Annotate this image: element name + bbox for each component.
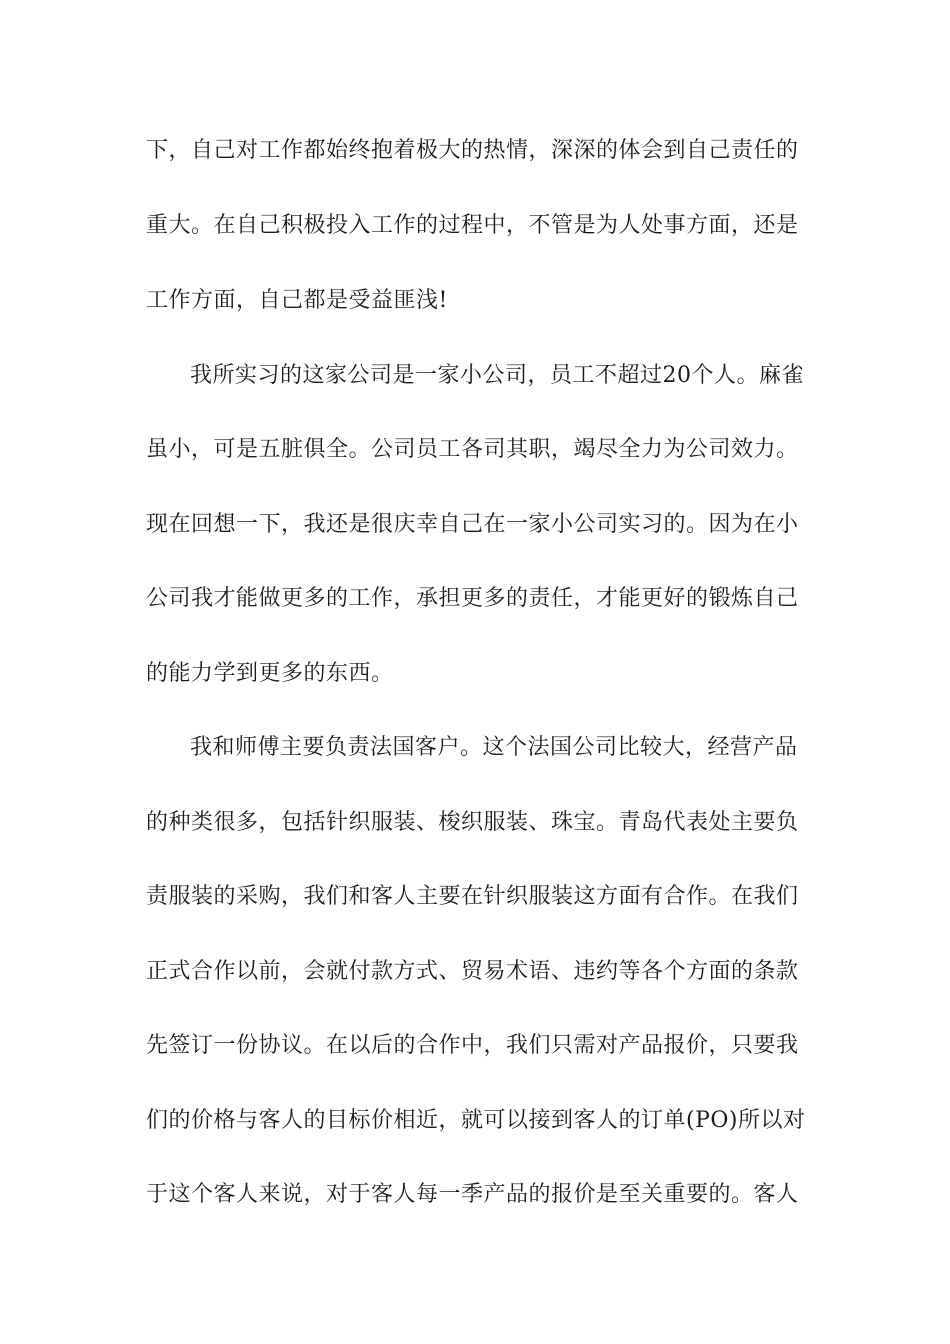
text-line: 虽小，可是五脏俱全。公司员工各司其职，竭尽全力为公司效力。 [146,437,799,462]
text-line: 工作方面，自己都是受益匪浅! [146,288,448,313]
text-line: 先签订一份协议。在以后的合作中，我们只需对产品报价，只要我 [146,1033,799,1058]
text-line: 重大。在自己积极投入工作的过程中，不管是为人处事方面，还是 [146,213,799,238]
text-line: 正式合作以前，会就付款方式、贸易术语、违约等各个方面的条款 [146,959,799,984]
text-line: 现在回想一下，我还是很庆幸自己在一家小公司实习的。因为在小 [146,512,799,537]
text-line: 们的价格与客人的目标价相近，就可以接到客人的订单(PO)所以对 [146,1108,806,1133]
paragraph-first-line: 我和师傅主要负责法国客户。这个法国公司比较大，经营产品 [190,735,798,760]
text-line: 公司我才能做更多的工作，承担更多的责任，才能更好的锻炼自己 [146,586,799,611]
paragraph-first-line: 我所实习的这家公司是一家小公司，员工不超过20个人。麻雀 [190,363,804,388]
text-line: 下，自己对工作都始终抱着极大的热情，深深的体会到自己责任的 [146,138,799,163]
text-line: 的种类很多，包括针织服装、梭织服装、珠宝。青岛代表处主要负 [146,810,799,835]
text-line: 的能力学到更多的东西。 [146,661,394,686]
text-line: 于这个客人来说，对于客人每一季产品的报价是至关重要的。客人 [146,1182,799,1207]
text-line: 责服装的采购，我们和客人主要在针织服装这方面有合作。在我们 [146,884,799,909]
